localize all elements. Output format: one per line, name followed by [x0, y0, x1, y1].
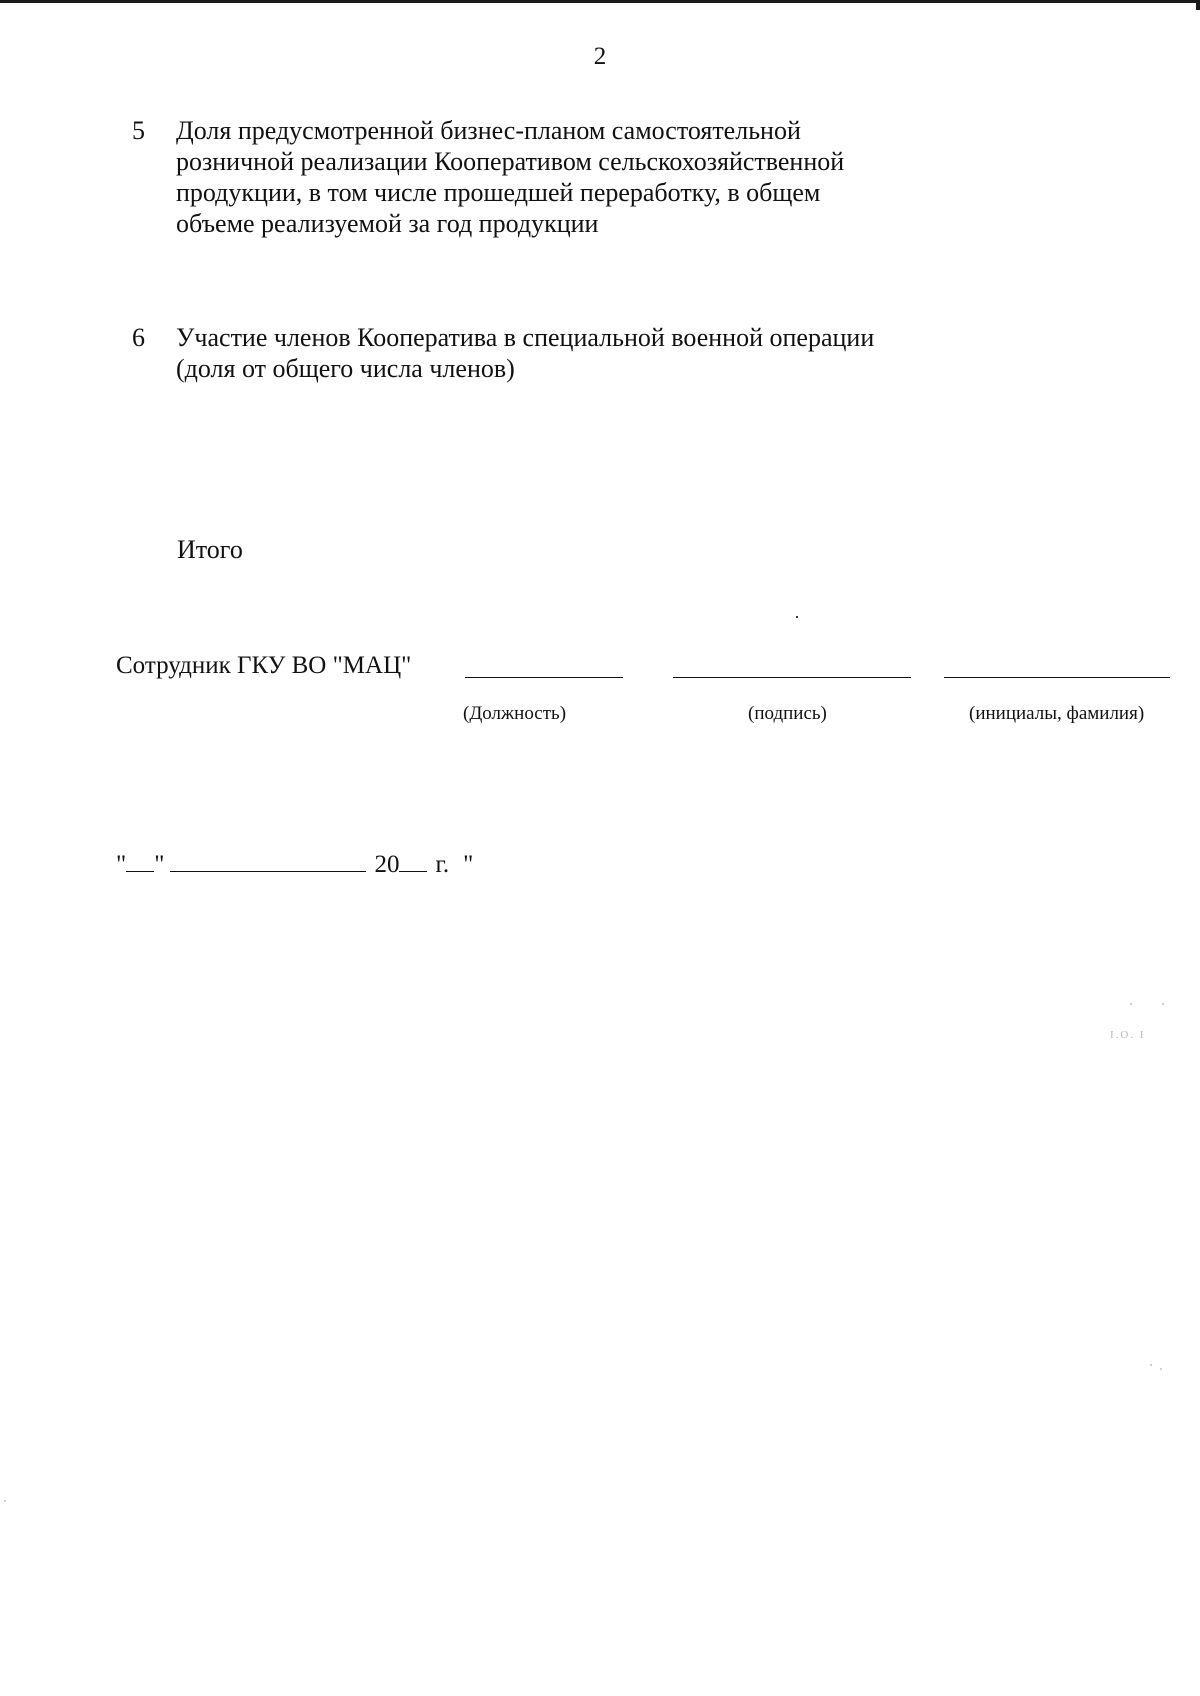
date-row [116, 849, 473, 880]
scan-speck [1162, 1003, 1164, 1005]
item-text-line: продукции, в том числе прошедшей переработку, в общем [176, 178, 821, 207]
criterion-item-6 [132, 322, 982, 392]
position-caption: (Должность) [463, 703, 567, 724]
item-text-line: (доля от общего числа членов) [176, 354, 515, 383]
total-label: Итого [177, 535, 243, 564]
scan-speck [1130, 1003, 1132, 1005]
position-blank-line[interactable] [465, 677, 623, 678]
scan-speck [1150, 1364, 1152, 1366]
stray-dot [796, 616, 798, 618]
item-text [176, 322, 976, 384]
item-text-line: Доля предусмотренной бизнес-планом самостоятельной [176, 116, 801, 145]
signature-blank-line[interactable] [673, 677, 911, 678]
name-caption: (инициалы, фамилия) [969, 703, 1145, 724]
name-blank-line[interactable] [944, 677, 1170, 678]
signature-caption: (подпись) [748, 703, 827, 724]
criterion-item-5 [132, 115, 982, 245]
item-text-line: объеме реализуемой за год продукции [176, 209, 599, 238]
day-blank[interactable] [126, 849, 154, 872]
item-number: 5 [132, 116, 145, 145]
employee-label: Сотрудник ГКУ ВО "МАЦ" [116, 652, 412, 679]
trailing-quote: " [463, 851, 474, 878]
scan-speck [4, 1500, 6, 1502]
date-open-quote: " [116, 851, 127, 878]
scan-mark [1196, 0, 1200, 10]
year-suffix: г. [435, 851, 450, 878]
page-number: 2 [593, 43, 607, 70]
scan-speck [1160, 1368, 1162, 1370]
item-text [176, 115, 976, 239]
faint-mark: I.O. I [1110, 1029, 1146, 1041]
scan-edge [0, 0, 1200, 3]
item-number: 6 [132, 323, 145, 352]
month-blank[interactable] [170, 849, 366, 872]
date-close-quote: " [154, 851, 165, 878]
year-prefix: 20 [374, 851, 400, 878]
item-text-line: Участие членов Кооператива в специальной военной операции [176, 323, 875, 352]
year-blank[interactable] [399, 849, 427, 872]
item-text-line: розничной реализации Кооперативом сельскохозяйственной [176, 147, 845, 176]
